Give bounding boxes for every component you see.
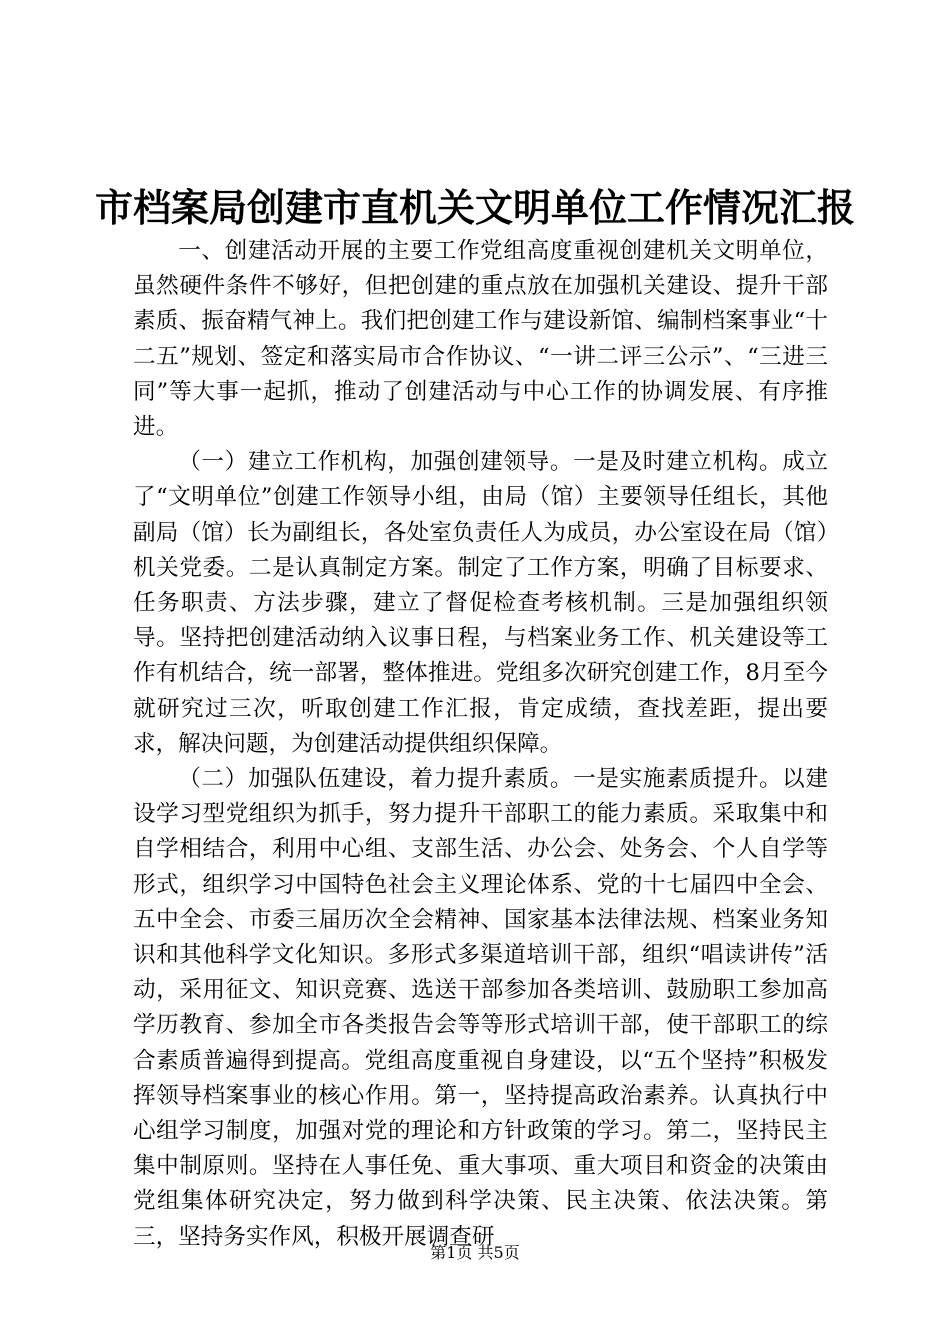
page-footer: 第1页 共5页 [430,1243,520,1262]
paragraph-2: （一）建立工作机构，加强创建领导。一是及时建立机构。成立了“文明单位”创建工作领导小组，由局（馆）主要领导任组长，其他副局（馆）长为副组长，各处室负责任人为成员，办公室设在局（馆）机关党委。二是认真制定方案。制定了工作方案，明确了目标要求、任务职责、方法步骤，建立了督促检查考核机制。三是加强组织领导。坚持把创建活动纳入议事日程，与档案业务工作、机关建设等工作有机结合，统一部署，整体推进。党组多次研究创建工作，8月至今就研究过三次，听取创建工作汇报，肯定成绩，查找差距，提出要求，解决问题，为创建活动提供组织保障。 [133,449,828,757]
document-body [133,234,828,1255]
document-title: 市档案局创建市直机关文明单位工作情况汇报 [94,185,855,230]
paragraph-3: （二）加强队伍建设，着力提升素质。一是实施素质提升。以建设学习型党组织为抓手，努力提升干部职工的能力素质。采取集中和自学相结合，利用中心组、支部生活、办公会、处务会、个人自学等形式，组织学习中国特色社会主义理论体系、党的十七届四中全会、五中全会、市委三届历次全会精神、国家基本法律法规、档案业务知识和其他科学文化知识。多形式多渠道培训干部，组织“唱读讲传”活动，采用征文、知识竞赛、选送干部参加各类培训、鼓励职工参加高学历教育、参加全市各类报告会等等形式培训干部，使干部职工的综合素质普遍得到提高。党组高度重视自身建设，以“五个坚持”积极发挥领导档案事业的核心作用。第一，坚持提高政治素养。认真执行中心组学习制度，加强对党的理论和方针政策的学习。第二，坚持民主集中制原则。坚持在人事任免、重大事项、重大项目和资金的决策由党组集体研究决定，努力做到科学决策、民主决策、依法决策。第三，坚持务实作风，积极开展调查研 [133,766,828,1250]
paragraph-1: 一、创建活动开展的主要工作党组高度重视创建机关文明单位，虽然硬件条件不够好，但把创建的重点放在加强机关建设、提升干部素质、振奋精气神上。我们把创建工作与建设新馆、编制档案事业“十二五”规划、签定和落实局市合作协议、“一讲二评三公示”、“三进三同”等大事一起抓，推动了创建活动与中心工作的协调发展、有序推进。 [133,238,828,441]
